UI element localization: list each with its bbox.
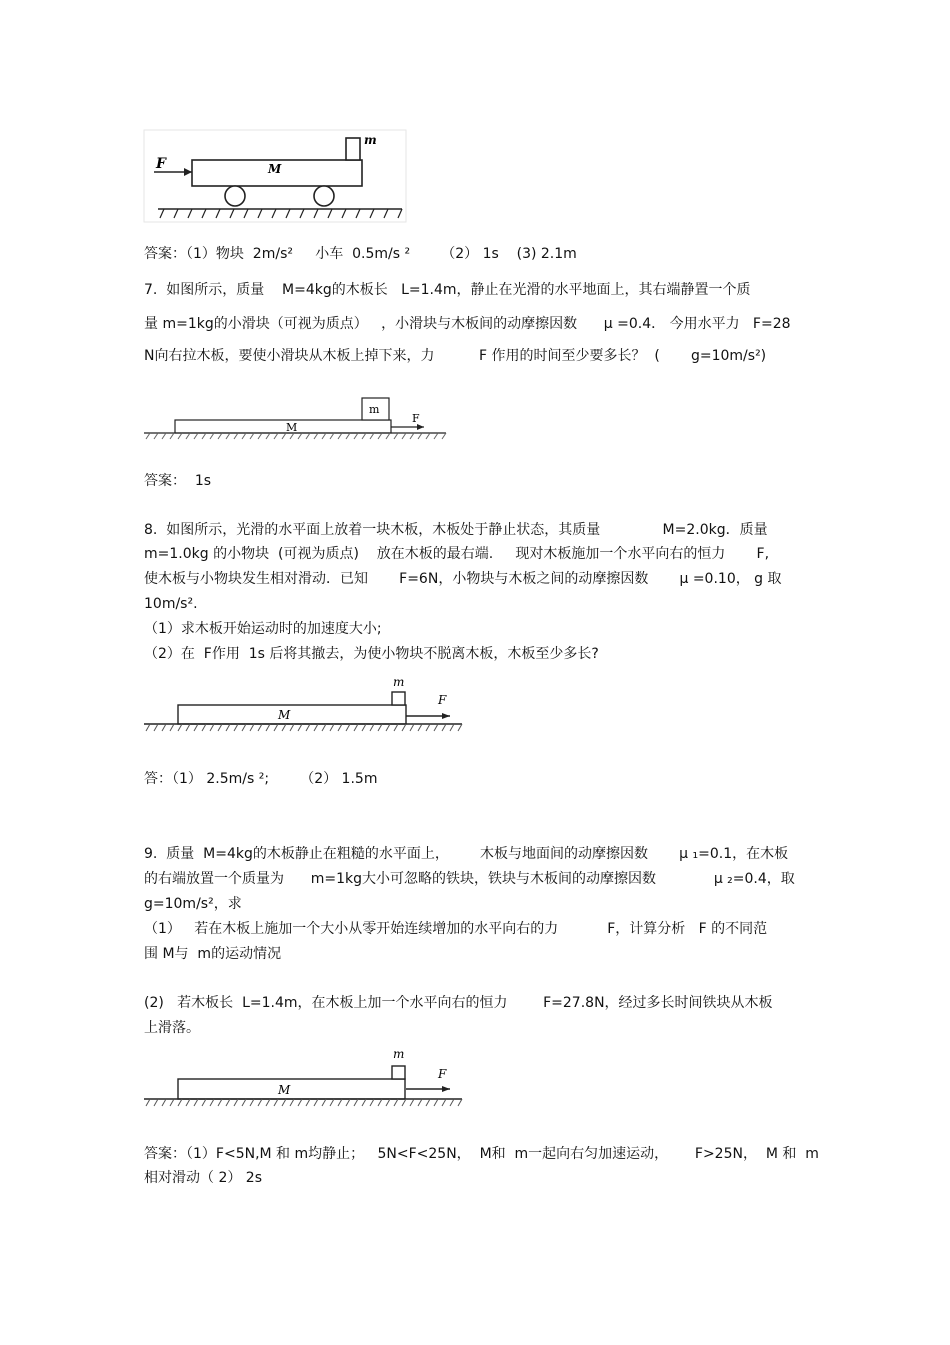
answer-q8: 答：（1） 2.5m/s ²; （2） 1.5m	[144, 771, 378, 787]
q9-fig-label-M: M	[278, 1083, 291, 1097]
q9-fig-label-F: F	[438, 1067, 447, 1081]
q9-sub1-line1: （1） 若在木板上施加一个大小从零开始连续增加的水平向右的力 F，计算分析 F 的不同范	[144, 921, 768, 937]
fig1-label-m: m	[364, 133, 377, 147]
fig1-label-M: M	[268, 162, 282, 176]
figure-q7	[144, 392, 449, 442]
q9-line2: 的右端放置一个质量为 m=1kg大小可忽略的铁块，铁块与木板间的动摩擦因数 μ ₂=0.4，取	[144, 871, 795, 887]
answer-q9-line2: 相对滑动（ 2） 2s	[144, 1170, 263, 1186]
q9-line1: 9. 质量 M=4kg的木板静止在粗糙的水平面上， 木板与地面间的动摩擦因数 μ ₁=0.1，在木板	[144, 846, 789, 862]
q8-line1: 8. 如图所示，光滑的水平面上放着一块木板，木板处于静止状态，其质量 M=2.0kg．质量	[144, 522, 768, 538]
q9-sub2-line2: 上滑落。	[144, 1020, 200, 1036]
q9-sub2-line1: (2) 若木板长 L=1.4m，在木板上加一个水平向右的恒力 F=27.8N，经过多长时间铁块从木板	[144, 995, 773, 1011]
q9-fig-label-m: m	[393, 1047, 405, 1061]
q8-line2: m=1.0kg 的小物块 (可视为质点) 放在木板的最右端. 现对木板施加一个水平向右的恒力 F,	[144, 546, 770, 562]
q7-fig-label-F: F	[412, 412, 420, 425]
q9-sub1-line2: 围 M与 m的运动情况	[144, 946, 282, 962]
answer-q7: 答案： 1s	[144, 473, 212, 489]
q8-line4: 10m/s².	[144, 596, 198, 612]
fig1-label-F: F	[156, 156, 166, 172]
figure-q9	[144, 1044, 464, 1108]
q8-sub1: （1）求木板开始运动时的加速度大小;	[144, 621, 382, 637]
q8-line3: 使木板与小物块发生相对滑动．已知 F=6N，小物块与木板之间的动摩擦因数 μ =0.10， g 取	[144, 571, 782, 587]
q8-sub2: （2）在 F作用 1s 后将其撤去，为使小物块不脱离木板，木板至少多长?	[144, 646, 599, 662]
q7-line1: 7. 如图所示，质量 M=4kg的木板长 L=1.4m，静止在光滑的水平地面上，其右端静置一个质	[144, 282, 751, 298]
q7-fig-label-M: M	[286, 421, 298, 434]
figure-cart	[140, 128, 410, 226]
q7-fig-label-m: m	[369, 403, 380, 416]
q7-line3: N向右拉木板，要使小滑块从木板上掉下来，力 F 作用的时间至少要多长？ ( g=10m/s²)	[144, 348, 767, 364]
figure-q8	[144, 674, 464, 736]
q8-fig-label-m: m	[393, 675, 405, 689]
q9-line3: g=10m/s²，求	[144, 896, 242, 912]
q7-line2: 量 m=1kg的小滑块（可视为质点） ，小滑块与木板间的动摩擦因数 μ =0.4． 今用水平力 F=28	[144, 316, 791, 332]
q8-fig-label-F: F	[438, 693, 447, 707]
answer-q6: 答案：（1）物块 2m/s² 小车 0.5m/s ² （2） 1s (3) 2.1m	[144, 246, 577, 262]
answer-q9-line1: 答案：（1）F<5N,M 和 m均静止； 5N<F<25N， M和 m一起向右匀加速运动， F>25N， M 和 m	[144, 1146, 819, 1162]
q8-fig-label-M: M	[278, 708, 291, 722]
